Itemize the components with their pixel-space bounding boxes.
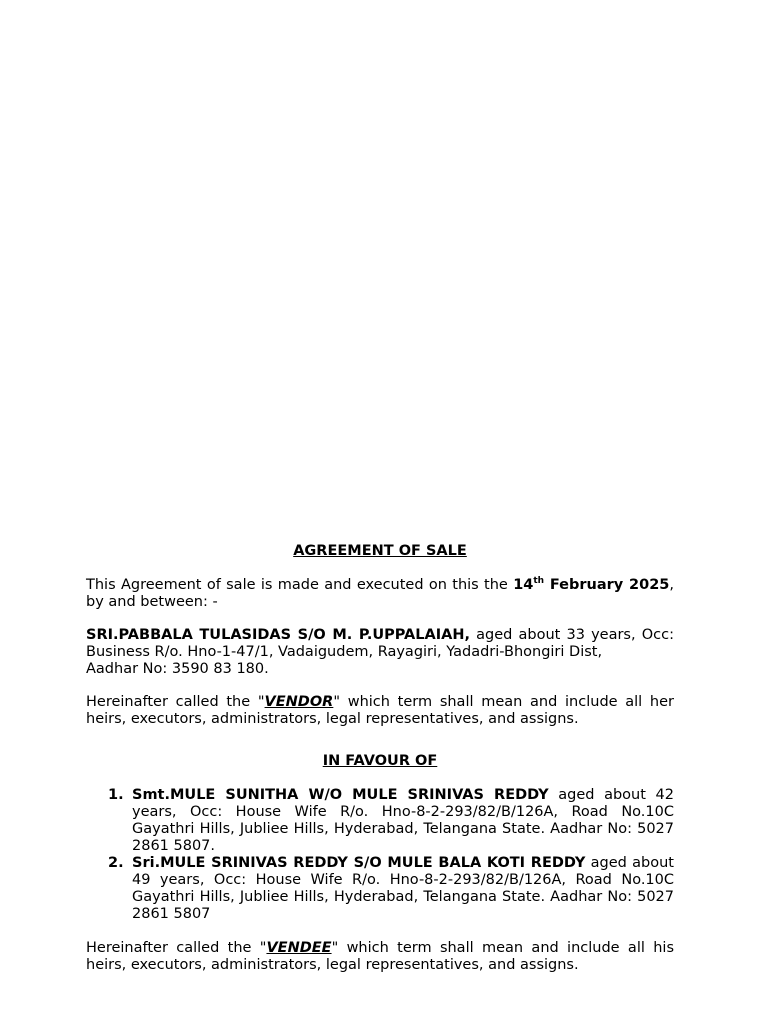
- document-body: [86, 543, 674, 974]
- intro-text: This Agreement of sale is made and executed on this the: [86, 577, 514, 593]
- vendor-term: VENDOR: [264, 694, 334, 710]
- agreement-date: 14th February 2025: [513, 576, 670, 593]
- list-item: [86, 787, 674, 855]
- favour-heading: IN FAVOUR OF: [322, 753, 438, 769]
- document-title: AGREEMENT OF SALE: [293, 543, 467, 559]
- list-number: 2.: [108, 855, 124, 871]
- list-item: [86, 855, 674, 923]
- vendee-details: aged about 49 years, Occ: House Wife R/o. Hno-8-2-293/82/B/126A, Road No.10C Gayathri Hills, Jubliee Hills, Hyderabad, Telangana State. Aadhar No: 5027 2861 5807: [132, 855, 674, 922]
- vendee-details: aged about 42 years, Occ: House Wife R/o. Hno-8-2-293/82/B/126A, Road No.10C Gayathri Hills, Jubliee Hills, Hyderabad, Telangana State. Aadhar No: 5027 2861 5807.: [132, 787, 674, 854]
- vendor-clause: Hereinafter called the "VENDOR" which term shall mean and include all her heirs, executors, administrators, legal representatives, and assigns.: [86, 694, 674, 727]
- vendor-aadhar: Aadhar No: 3590 83 180.: [86, 661, 269, 677]
- list-number: 1.: [108, 787, 124, 803]
- vendee-list: [86, 787, 674, 923]
- vendor-paragraph: [86, 627, 674, 661]
- vendee-name: Sri.MULE SRINIVAS REDDY S/O MULE BALA KOTI REDDY: [132, 855, 586, 871]
- intro-text-end: , by and between: -: [86, 577, 674, 610]
- vendee-term: VENDEE: [266, 940, 332, 956]
- vendee-name: Smt.MULE SUNITHA W/O MULE SRINIVAS REDDY: [132, 787, 549, 803]
- intro-paragraph: [86, 577, 674, 611]
- vendor-name: SRI.PABBALA TULASIDAS S/O M. P.UPPALAIAH,: [86, 627, 470, 643]
- vendor-details: aged about 33 years, Occ: Business R/o. Hno-1-47/1, Vadaigudem, Rayagiri, Yadadri-Bhongiri Dist,: [86, 627, 674, 660]
- vendee-clause: Hereinafter called the "VENDEE" which term shall mean and include all his heirs, executors, administrators, legal representatives, and assigns.: [86, 940, 674, 973]
